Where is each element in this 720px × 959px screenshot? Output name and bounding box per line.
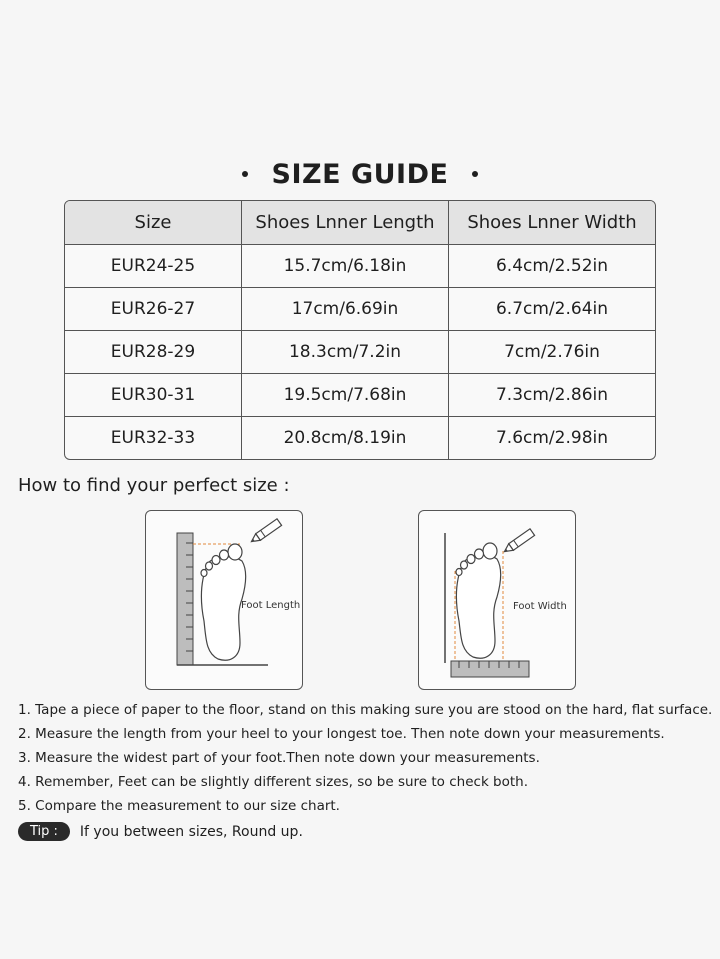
size-cell: EUR28-29	[65, 331, 242, 374]
size-cell: EUR32-33	[65, 417, 242, 459]
howto-heading: How to find your perfect size :	[18, 475, 290, 496]
width-cell: 6.4cm/2.52in	[449, 245, 655, 288]
width-cell: 6.7cm/2.64in	[449, 288, 655, 331]
table-header-row	[65, 201, 655, 245]
width-cell: 7cm/2.76in	[449, 331, 655, 374]
width-cell: 7.6cm/2.98in	[495, 428, 609, 448]
size-cell: EUR26-27	[65, 288, 242, 331]
foot-width-diagram	[418, 510, 576, 690]
foot-length-label: Foot Length	[241, 600, 301, 611]
instruction-step: 5. Compare the measurement to our size chart.	[18, 798, 340, 814]
foot-length-diagram	[145, 510, 303, 690]
title-bullet-left	[242, 171, 248, 177]
tip-row	[18, 822, 303, 841]
length-cell: 17cm/6.69in	[242, 288, 449, 331]
title-row	[0, 152, 720, 196]
instruction-step: 4. Remember, Feet can be slightly different sizes, so be sure to check both.	[18, 774, 529, 790]
length-cell: 19.5cm/7.68in	[242, 374, 449, 417]
tip-text: If you between sizes, Round up.	[79, 823, 303, 840]
instruction-step: 2. Measure the length from your heel to your longest toe. Then note down your measurements.	[18, 726, 665, 742]
foot-width-illustration	[419, 511, 575, 689]
table-row	[65, 374, 655, 417]
length-cell: 20.8cm/8.19in	[242, 417, 449, 459]
table-row	[65, 331, 655, 374]
foot-width-label: Foot Width	[513, 601, 567, 612]
size-chart-table	[64, 200, 656, 460]
instructions-list	[18, 698, 718, 818]
page-title: SIZE GUIDE	[271, 158, 449, 190]
length-cell: 18.3cm/7.2in	[242, 331, 449, 374]
instruction-step: 3. Measure the widest part of your foot.Then note down your measurements.	[18, 750, 540, 766]
header-inner-width: Shoes Lnner Width	[449, 201, 655, 245]
title-bullet-right	[472, 171, 478, 177]
size-cell: EUR24-25	[65, 245, 242, 288]
tip-badge: Tip :	[18, 822, 70, 841]
instruction-step: 1. Tape a piece of paper to the floor, stand on this making sure you are stood on the hard, flat surface.	[18, 702, 713, 718]
size-cell: EUR30-31	[65, 374, 242, 417]
length-cell: 15.7cm/6.18in	[242, 245, 449, 288]
table-row	[65, 288, 655, 331]
header-size: Size	[65, 201, 242, 245]
header-inner-length: Shoes Lnner Length	[242, 201, 449, 245]
width-cell: 7.3cm/2.86in	[449, 374, 655, 417]
table-row	[65, 245, 655, 288]
table-row	[65, 417, 655, 459]
